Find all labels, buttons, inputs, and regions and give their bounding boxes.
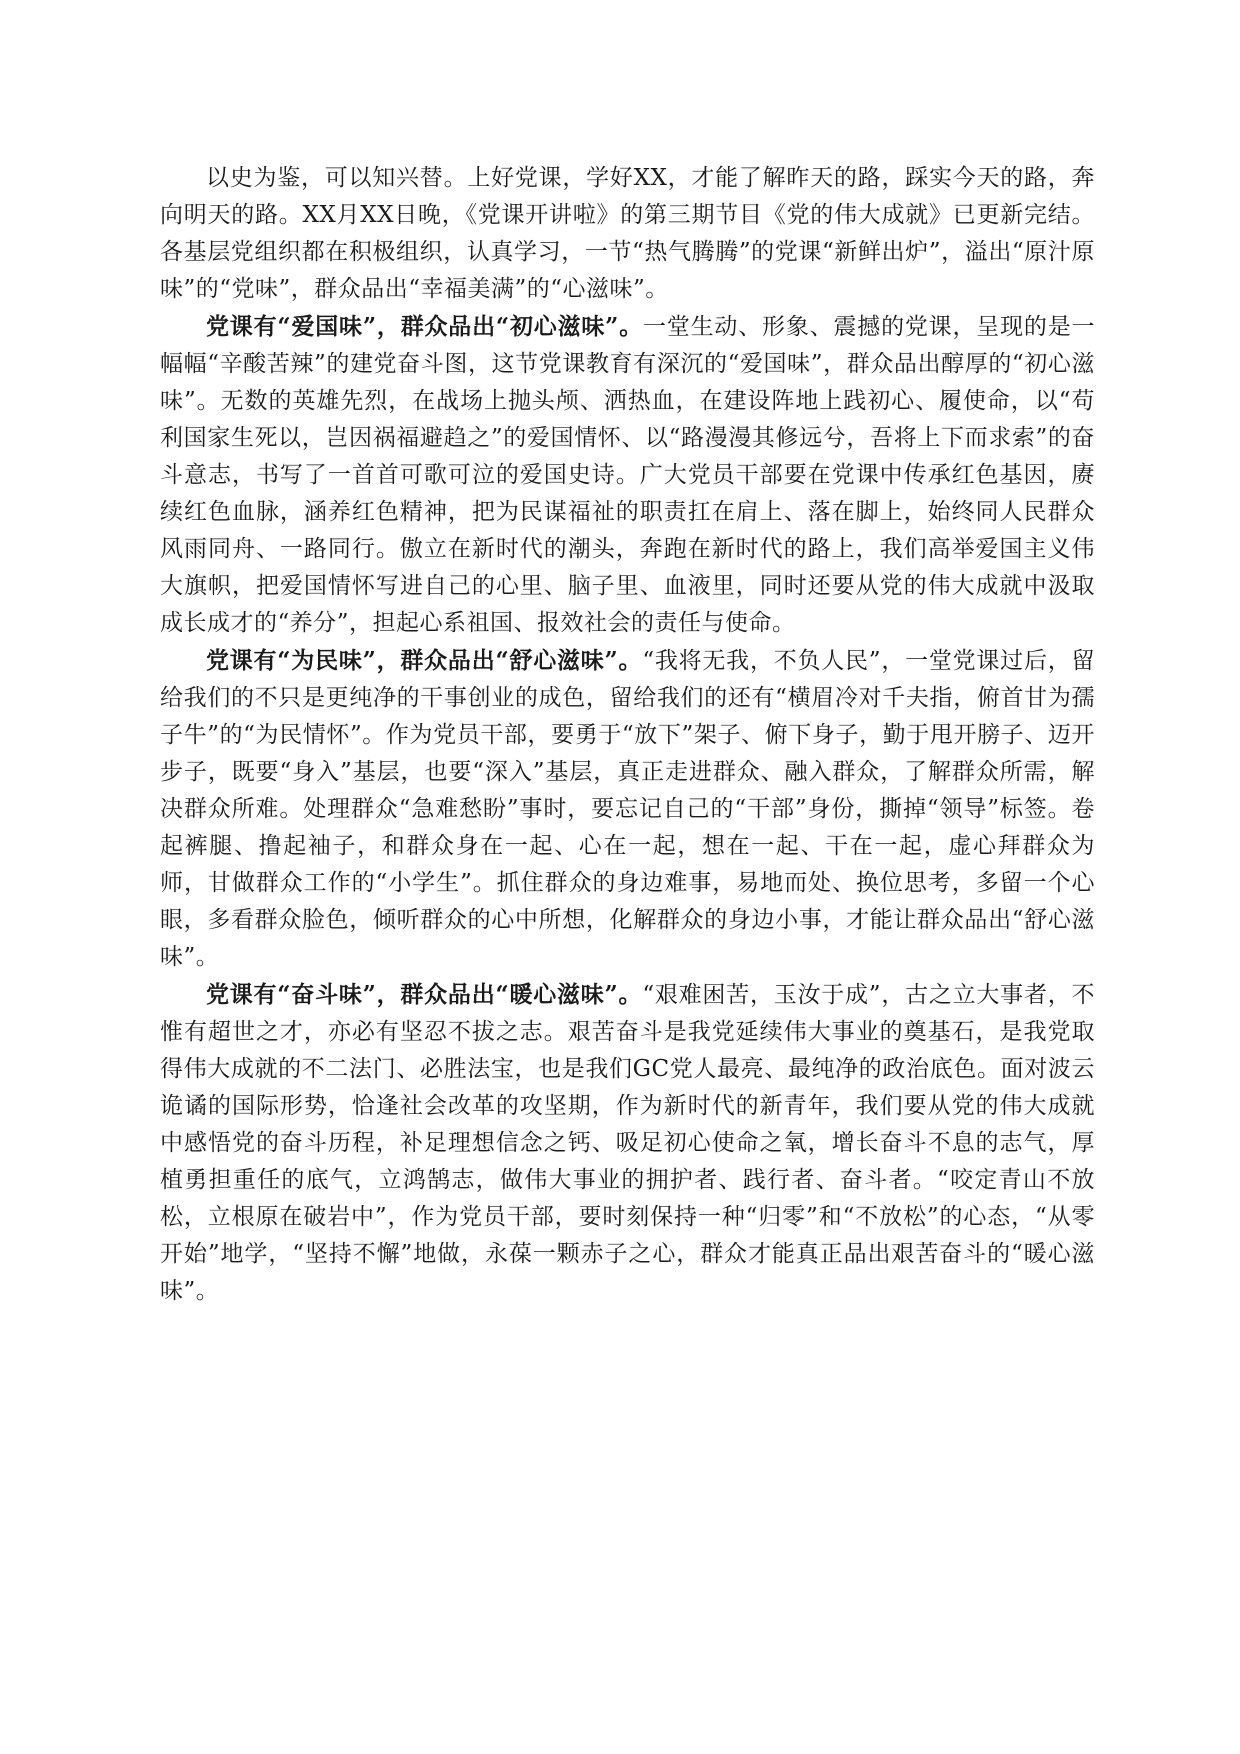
paragraph-text: 一堂生动、形象、震撼的党课，呈现的是一幅幅“辛酸苦辣”的建党奋斗图，这节党课教育有深沉的“爱国味”，群众品出醇厚的“初心滋味”。无数的英雄先烈，在战场上抛头颅、洒热血，在建设阵地上践初心、履使命，以“苟利国家生死以，岂因祸福避趋之”的爱国情怀、以“路漫漫其修远兮，吾将上下而求索”的奋斗意志，书写了一首首可歌可泣的爱国史诗。广大党员干部要在党课中传承红色基因，赓续红色血脉，涵养红色精神，把为民谋福祉的职责扛在肩上、落在脚上，始终同人民群众风雨同舟、一路同行。傲立在新时代的潮头，奔跑在新时代的路上，我们高举爱国主义伟大旗帜，把爱国情怀写进自己的心里、脑子里、血液里，同时还要从党的伟大成就中汲取成长成才的“养分”，担起心系祖国、报效社会的责任与使命。 — [160, 314, 1095, 636]
paragraph-text: “艰难困苦，玉汝于成”，古之立大事者，不惟有超世之才，亦必有坚忍不拔之志。艰苦奋斗是我党延续伟大事业的奠基石，是我党取得伟大成就的不二法门、必胜法宝，也是我们GC党人最亮、最纯净的政治底色。面对波云诡谲的国际形势，恰逢社会改革的攻坚期，作为新时代的新青年，我们要从党的伟大成就中感悟党的奋斗历程，补足理想信念之钙、吸足初心使命之氧，增长奋斗不息的志气，厚植勇担重任的底气，立鸿鹄志，做伟大事业的拥护者、践行者、奋斗者。“咬定青山不放松，立根原在破岩中”，作为党员干部，要时刻保持一种“归零”和“不放松”的心态，“从零开始”地学，“坚持不懈”地做，永葆一颗赤子之心，群众才能真正品出艰苦奋斗的“暖心滋味”。 — [160, 982, 1095, 1304]
paragraph-text: 以史为鉴，可以知兴替。上好党课，学好XX，才能了解昨天的路，踩实今天的路，奔向明天的路。XX月XX日晚，《党课开讲啦》的第三期节目《党的伟大成就》已更新完结。各基层党组织都在积极组织，认真学习，一节“热气腾腾”的党课“新鲜出炉”，溢出“原汁原味”的“党味”，群众品出“幸福美满”的“心滋味”。 — [160, 165, 1095, 302]
paragraph-intro — [160, 160, 1095, 308]
paragraph-heading: 党课有“奋斗味”，群众品出“暖心滋味”。 — [206, 981, 643, 1008]
paragraph-heading: 党课有“爱国味”，群众品出“初心滋味”。 — [206, 313, 644, 340]
document-page — [160, 160, 1095, 1310]
paragraph-patriotism — [160, 308, 1095, 642]
paragraph-heading: 党课有“为民味”，群众品出“舒心滋味”。 — [206, 647, 643, 674]
paragraph-text: “我将无我，不负人民”，一堂党课过后，留给我们的不只是更纯净的干事创业的成色，留给我们的还有“横眉冷对千夫指，俯首甘为孺子牛”的“为民情怀”。作为党员干部，要勇于“放下”架子、俯下身子，勤于甩开膀子、迈开步子，既要“身入”基层，也要“深入”基层，真正走进群众、融入群众，了解群众所需，解决群众所难。处理群众“急难愁盼”事时，要忘记自己的“干部”身份，撕掉“领导”标签。卷起裤腿、撸起袖子，和群众身在一起、心在一起，想在一起、干在一起，虚心拜群众为师，甘做群众工作的“小学生”。抓住群众的身边难事，易地而处、换位思考，多留一个心眼，多看群众脸色，倾听群众的心中所想，化解群众的身边小事，才能让群众品出“舒心滋味”。 — [160, 648, 1095, 970]
paragraph-serving-people — [160, 642, 1095, 976]
paragraph-struggle — [160, 976, 1095, 1310]
